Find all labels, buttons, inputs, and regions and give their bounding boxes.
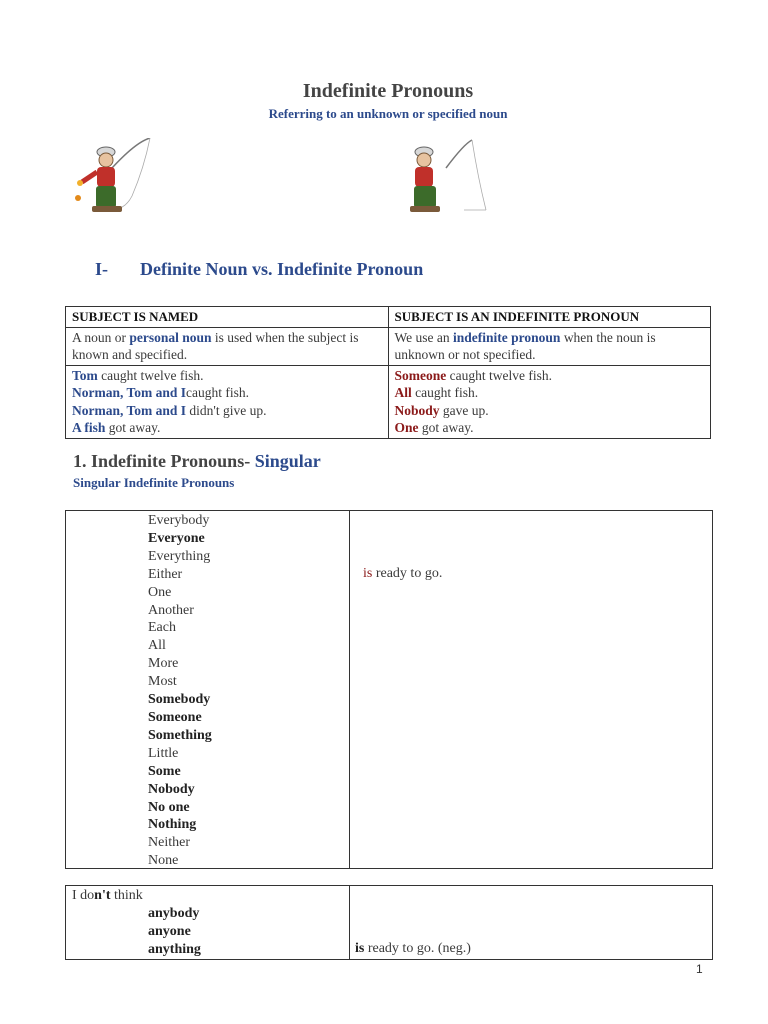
pronoun-item: One: [148, 584, 172, 600]
verb: is: [363, 566, 373, 581]
example-sentence: Norman, Tom and Icaught fish.: [72, 385, 250, 400]
pronoun-item: Something: [148, 727, 212, 743]
pronoun-item: Nothing: [148, 817, 197, 833]
heading-prefix: 1. Indefinite Pronouns-: [73, 451, 255, 471]
section-title: Definite Noun vs. Indefinite Pronoun: [140, 259, 424, 279]
section-heading: [73, 451, 321, 472]
example-sentence: Tom caught twelve fish.: [72, 367, 204, 383]
pronoun-item: Nobody: [148, 781, 195, 797]
pronoun-item: Either: [148, 566, 183, 582]
pronoun-item: Some: [148, 763, 181, 779]
singular-pronoun-table: [65, 510, 713, 869]
negative-intro: I don't think: [72, 888, 143, 903]
heading-accent: Singular: [254, 451, 321, 471]
pronoun-item: Somebody: [148, 692, 211, 708]
pronoun-item: anybody: [148, 906, 200, 921]
table-cell: A noun or personal noun is used when the subject is known and specified.: [66, 327, 389, 365]
pronoun-list: [148, 512, 212, 870]
negative-pronoun-list: [148, 905, 201, 959]
pronoun-item: anyone: [148, 923, 191, 939]
example-sentence: One got away.: [394, 420, 474, 435]
predicate-text: is ready to go. (neg.): [355, 941, 471, 956]
pronoun-item: Everything: [148, 548, 211, 564]
subheading: Singular Indefinite Pronouns: [73, 475, 235, 490]
pronoun-item: All: [148, 638, 166, 654]
pronoun-item: Little: [148, 745, 179, 761]
page-subtitle: Referring to an unknown or specified noun: [268, 106, 508, 121]
pronoun-item: Someone: [148, 709, 202, 725]
example-sentence: Someone caught twelve fish.: [394, 367, 552, 383]
predicate-text: is ready to go.: [363, 566, 443, 581]
fisherman-image: [72, 138, 156, 216]
pronoun-item: Another: [148, 602, 194, 618]
pronoun-item: Most: [148, 674, 177, 690]
example-sentence: A fish got away.: [72, 420, 161, 435]
page-number: 1: [696, 962, 703, 976]
negative-pronoun-table: [65, 885, 713, 960]
example-sentence: Nobody gave up.: [394, 402, 489, 418]
table-cell: [388, 365, 711, 438]
comparison-table: [65, 306, 711, 439]
pronoun-item: Everybody: [148, 513, 210, 528]
table-cell: [66, 365, 389, 438]
section-number: I-: [95, 259, 108, 279]
section-heading: [95, 259, 423, 280]
fisherman-image: [404, 138, 488, 216]
table-header: SUBJECT IS AN INDEFINITE PRONOUN: [388, 307, 711, 328]
pronoun-item: None: [148, 853, 179, 869]
table-cell: We use an indefinite pronoun when the noun is unknown or not specified.: [388, 327, 711, 365]
verb: is: [355, 941, 365, 956]
pronoun-item: Everyone: [148, 530, 205, 546]
pronoun-item: Neither: [148, 835, 190, 851]
pronoun-item: More: [148, 656, 179, 672]
pronoun-item: No one: [148, 799, 190, 815]
pronoun-item: Each: [148, 620, 176, 636]
example-sentence: Norman, Tom and I didn't give up.: [72, 402, 267, 418]
example-sentence: All caught fish.: [394, 385, 479, 400]
table-header: SUBJECT IS NAMED: [66, 307, 389, 328]
pronoun-item: anything: [148, 941, 201, 957]
page-title: Indefinite Pronouns: [302, 80, 474, 102]
